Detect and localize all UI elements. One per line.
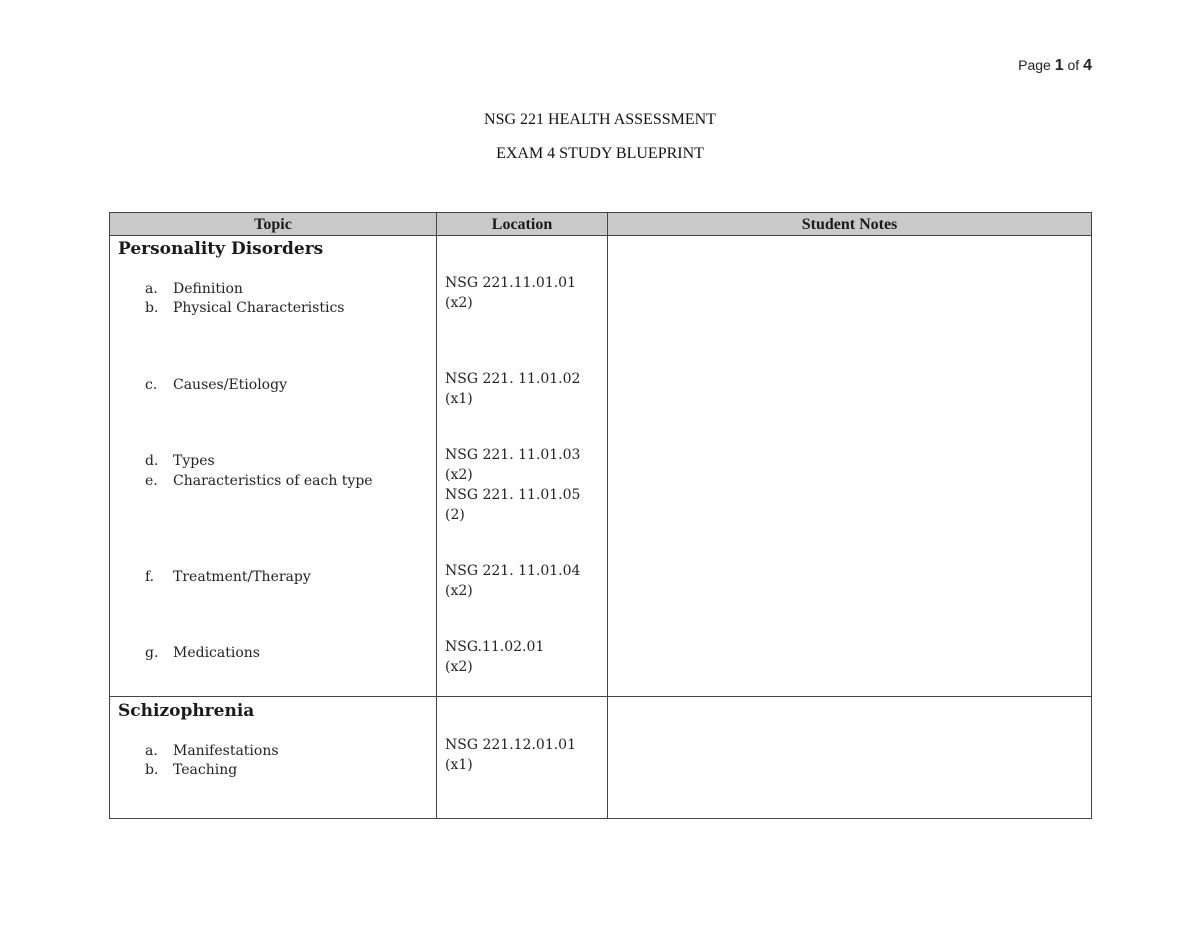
page-current: 1 <box>1054 57 1064 74</box>
page-number <box>1018 57 1092 75</box>
table-header-row <box>110 213 1092 236</box>
location-cell <box>437 236 608 697</box>
page-total: 4 <box>1083 57 1092 74</box>
list-item: b. Teaching <box>145 762 238 778</box>
header-student-notes: Student Notes <box>608 213 1092 236</box>
list-item: d. Types <box>145 453 215 469</box>
list-item: e. Characteristics of each type <box>145 473 373 489</box>
header-topic: Topic <box>110 213 437 236</box>
student-notes-cell[interactable] <box>608 697 1092 819</box>
location-entry: NSG 221. 11.01.03 (x2) <box>445 447 581 483</box>
page-label: Page <box>1018 57 1051 73</box>
section-title: Personality Disorders <box>118 239 324 259</box>
location-entry: NSG 221. 11.01.05 (2) <box>445 487 581 523</box>
location-entry: NSG.11.02.01 (x2) <box>445 639 545 675</box>
location-entry: NSG 221.12.01.01 (x1) <box>445 737 576 773</box>
table-row <box>110 697 1092 819</box>
topic-cell <box>110 236 437 697</box>
location-entry: NSG 221. 11.01.02 (x1) <box>445 371 581 407</box>
list-item: b. Physical Characteristics <box>145 300 345 316</box>
list-item: a. Definition <box>145 281 243 297</box>
page-of: of <box>1067 57 1080 73</box>
list-item: c. Causes/Etiology <box>145 377 287 393</box>
student-notes-cell[interactable] <box>608 236 1092 697</box>
table-row <box>110 236 1092 697</box>
document-title: NSG 221 HEALTH ASSESSMENT <box>484 111 716 128</box>
header-location: Location <box>437 213 608 236</box>
document-subtitle: EXAM 4 STUDY BLUEPRINT <box>496 145 704 162</box>
section-title: Schizophrenia <box>118 701 255 721</box>
location-entry: NSG 221.11.01.01 (x2) <box>445 275 576 311</box>
list-item: g. Medications <box>145 645 260 661</box>
list-item: f. Treatment/Therapy <box>145 569 311 585</box>
location-entry: NSG 221. 11.01.04 (x2) <box>445 563 581 599</box>
topic-cell <box>110 697 437 819</box>
list-item: a. Manifestations <box>145 743 279 759</box>
blueprint-table <box>109 212 1092 819</box>
location-cell <box>437 697 608 819</box>
